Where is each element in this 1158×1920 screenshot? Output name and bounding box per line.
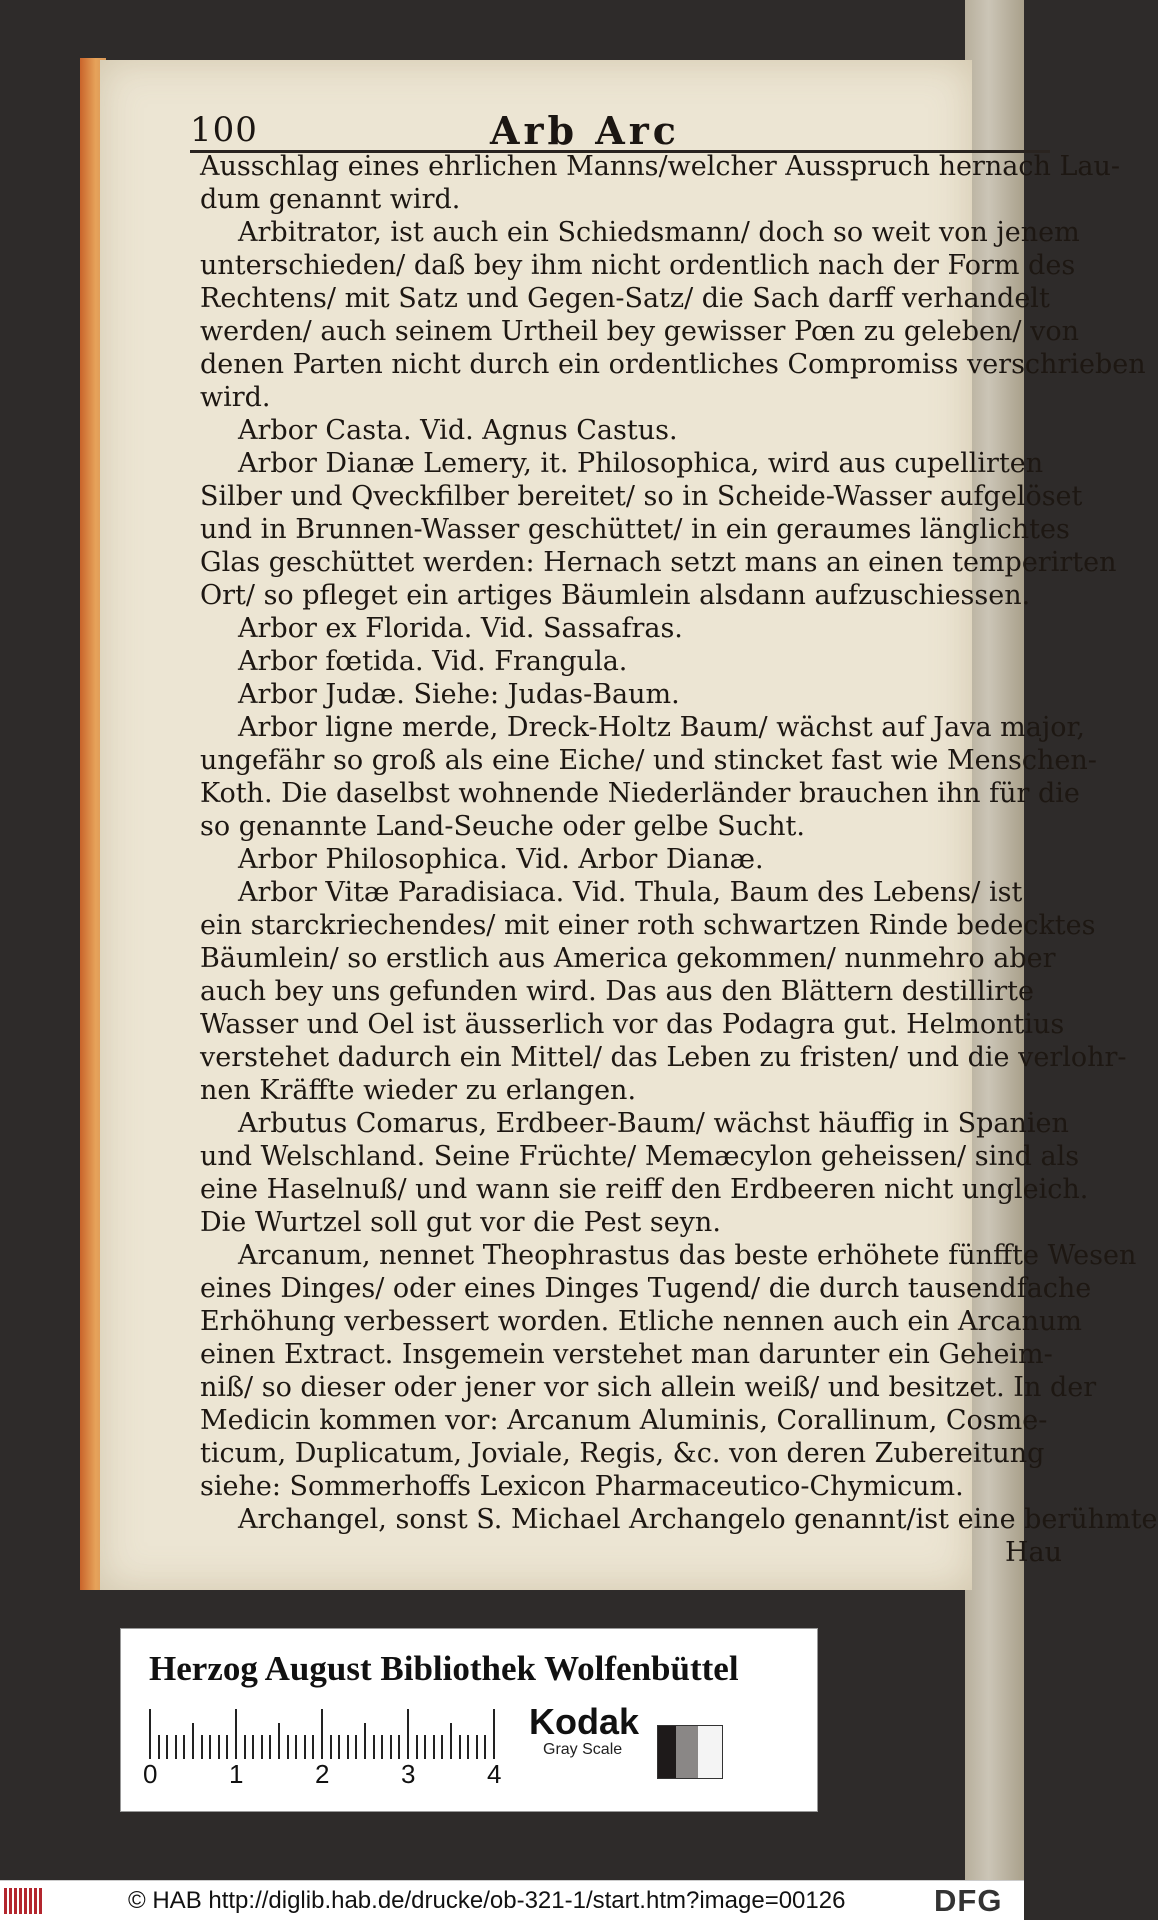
ruler-tick — [312, 1735, 314, 1759]
ruler-tick — [218, 1735, 220, 1759]
text-line: Rechtens/ mit Satz und Gegen-Satz/ die Sach darff verhandelt — [200, 283, 1050, 314]
text-line: Arbor fœtida. Vid. Frangula. — [238, 646, 628, 677]
library-label — [120, 1628, 818, 1812]
ruler-tick — [287, 1735, 289, 1759]
text-line: ticum, Duplicatum, Joviale, Regis, &c. von deren Zubereitung — [200, 1438, 1045, 1469]
text-line: ungefähr so groß als eine Eiche/ und stincket fast wie Menschen- — [200, 745, 1097, 776]
ruler-tick — [433, 1735, 435, 1759]
text-line: Arbor ex Florida. Vid. Sassafras. — [238, 613, 683, 644]
ruler-numbers — [143, 1759, 523, 1789]
text-line: verstehet dadurch ein Mittel/ das Leben zu fristen/ und die verlohr- — [200, 1042, 1127, 1073]
ruler-tick — [347, 1735, 349, 1759]
text-line: unterschieden/ daß bey ihm nicht ordentlich nach der Form des — [200, 250, 1076, 281]
text-line: Ausschlag eines ehrlichen Manns/welcher Ausspruch hernach Lau- — [200, 151, 1120, 182]
library-name: Herzog August Bibliothek Wolfenbüttel — [149, 1649, 739, 1688]
ruler-tick — [226, 1735, 228, 1759]
text-line: wird. — [200, 382, 271, 413]
text-line: Arbitrator, ist auch ein Schiedsmann/ doch so weit von jenem — [238, 217, 1080, 248]
ruler-number: 3 — [401, 1759, 416, 1789]
page-header — [190, 110, 1050, 153]
text-line: und in Brunnen-Wasser geschüttet/ in ein geraumes länglichtes — [200, 514, 1070, 545]
ruler-tick — [398, 1735, 400, 1759]
text-line: Ort/ so pfleget ein artiges Bäumlein alsdann aufzuschiessen. — [200, 580, 1031, 611]
text-line: Arbor Casta. Vid. Agnus Castus. — [238, 415, 678, 446]
text-line: Arbor ligne merde, Dreck-Holtz Baum/ wächst auf Java major, — [238, 712, 1085, 743]
footer-bar — [0, 1880, 1024, 1920]
ruler-tick — [295, 1735, 297, 1759]
ruler-tick — [269, 1735, 271, 1759]
ruler-tick — [424, 1735, 426, 1759]
copyright-link[interactable]: © HAB http://diglib.hab.de/drucke/ob-321-1/start.htm?image=00126 — [128, 1887, 846, 1914]
ruler-tick — [209, 1735, 211, 1759]
ruler-tick — [476, 1735, 478, 1759]
text-line: so genannte Land-Seuche oder gelbe Sucht. — [200, 811, 805, 842]
ruler-tick — [149, 1709, 151, 1759]
ruler-tick — [381, 1735, 383, 1759]
kodak-logo: Kodak — [529, 1701, 640, 1742]
ruler-tick — [304, 1735, 306, 1759]
text-line: einen Extract. Insgemein verstehet man darunter ein Geheim- — [200, 1339, 1053, 1370]
swatch-gray — [676, 1726, 698, 1778]
ruler-tick — [467, 1735, 469, 1759]
text-line: Archangel, sonst S. Michael Archangelo genannt/ist eine berühmte — [238, 1504, 1158, 1535]
text-line: eine Haselnuß/ und wann sie reiff den Erdbeeren nicht ungleich. — [200, 1174, 1089, 1205]
text-line: Bäumlein/ so erstlich aus America gekommen/ nunmehro aber — [200, 943, 1056, 974]
text-line: eines Dinges/ oder eines Dinges Tugend/ die durch tausendfache — [200, 1273, 1092, 1304]
text-line: ein starckriechendes/ mit einer roth schwartzen Rinde bedecktes — [200, 910, 1096, 941]
ruler-tick — [321, 1709, 323, 1759]
scale-ruler — [149, 1709, 499, 1759]
text-line: Silber und Qveckfilber bereitet/ so in Scheide-Wasser aufgelöset — [200, 481, 1083, 512]
dfg-logo: DFG — [934, 1883, 1003, 1918]
ruler-tick — [183, 1735, 185, 1759]
ruler-tick — [201, 1735, 203, 1759]
text-line: niß/ so dieser oder jener vor sich allein weiß/ und besitzet. In der — [200, 1372, 1097, 1403]
text-line: Die Wurtzel soll gut vor die Pest seyn. — [200, 1207, 721, 1238]
ruler-tick — [364, 1723, 366, 1759]
text-line: Koth. Die daselbst wohnende Niederländer brauchen ihn für die — [200, 778, 1080, 809]
text-line: Arbor Vitæ Paradisiaca. Vid. Thula, Baum des Lebens/ ist — [238, 877, 1023, 908]
ruler-number: 1 — [229, 1759, 244, 1789]
ruler-tick — [493, 1709, 495, 1759]
text-line: Arbor Dianæ Lemery, it. Philosophica, wird aus cupellirten — [238, 448, 1044, 479]
text-line: nen Kräffte wieder zu erlangen. — [200, 1075, 637, 1106]
text-line: Arbor Judæ. Siehe: Judas-Baum. — [238, 679, 680, 710]
swatch-white — [698, 1726, 722, 1778]
text-line: auch bey uns gefunden wird. Das aus den Blättern destillirte — [200, 976, 1034, 1007]
text-line: Glas geschüttet werden: Hernach setzt mans an einen temperirten — [200, 547, 1117, 578]
text-line: Arbutus Comarus, Erdbeer-Baum/ wächst häuffig in Spanien — [238, 1108, 1069, 1139]
text-line: Erhöhung verbessert worden. Etliche nennen auch ein Arcanum — [200, 1306, 1082, 1337]
ruler-tick — [450, 1723, 452, 1759]
text-line: siehe: Sommerhoffs Lexicon Pharmaceutico-Chymicum. — [200, 1471, 964, 1502]
ruler-tick — [441, 1735, 443, 1759]
text-line: Arbor Philosophica. Vid. Arbor Dianæ. — [238, 844, 764, 875]
text-line: werden/ auch seinem Urtheil bey gewisser Pœn zu geleben/ von — [200, 316, 1079, 347]
ruler-tick — [175, 1735, 177, 1759]
text-line: Arcanum, nennet Theophrastus das beste erhöhete fünffte Wesen — [238, 1240, 1137, 1271]
ruler-tick — [166, 1735, 168, 1759]
ruler-tick — [252, 1735, 254, 1759]
page-text — [200, 150, 1158, 1569]
ruler-number: 4 — [487, 1759, 502, 1789]
hab-logo-icon — [4, 1888, 48, 1914]
ruler-tick — [330, 1735, 332, 1759]
book-page — [100, 60, 1158, 1590]
ruler-tick — [244, 1735, 246, 1759]
ruler-tick — [459, 1735, 461, 1759]
catchword: Hau — [1004, 1537, 1062, 1568]
ruler-tick — [407, 1709, 409, 1759]
ruler-number: 0 — [143, 1759, 158, 1789]
page-number: 100 — [190, 110, 258, 150]
ruler-tick — [390, 1735, 392, 1759]
ruler-tick — [158, 1735, 160, 1759]
text-line: Wasser und Oel ist äusserlich vor das Podagra gut. Helmontius — [200, 1009, 1065, 1040]
swatch-black — [658, 1726, 676, 1778]
text-line: dum genannt wird. — [200, 184, 461, 215]
ruler-tick — [278, 1723, 280, 1759]
ruler-tick — [355, 1735, 357, 1759]
ruler-tick — [235, 1709, 237, 1759]
ruler-tick — [338, 1735, 340, 1759]
running-head: Arb Arc — [490, 108, 680, 153]
ruler-number: 2 — [315, 1759, 330, 1789]
text-line: und Welschland. Seine Früchte/ Memæcylon geheissen/ sind als — [200, 1141, 1080, 1172]
gray-scale-caption: Gray Scale — [543, 1741, 623, 1758]
ruler-tick — [192, 1723, 194, 1759]
gray-scale-swatches — [657, 1725, 723, 1779]
text-line: Medicin kommen vor: Arcanum Aluminis, Corallinum, Cosme- — [200, 1405, 1048, 1436]
text-line: denen Parten nicht durch ein ordentliches Compromiss verschrieben — [200, 349, 1146, 380]
ruler-tick — [373, 1735, 375, 1759]
ruler-tick — [416, 1735, 418, 1759]
ruler-tick — [484, 1735, 486, 1759]
ruler-tick — [261, 1735, 263, 1759]
